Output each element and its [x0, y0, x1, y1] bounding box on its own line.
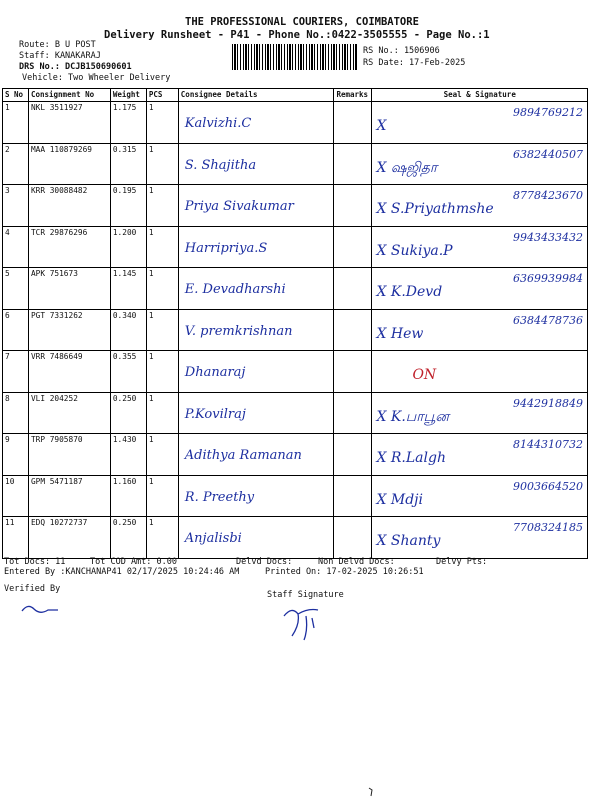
route-label: Route: B U POST — [19, 40, 96, 50]
col-consignment: Consignment No — [28, 89, 110, 102]
delvy-pts: Delvy Pts: — [436, 557, 488, 567]
cell-remarks — [334, 351, 372, 393]
cell-consignee — [178, 102, 334, 144]
col-sno: S No — [3, 89, 29, 102]
col-remarks: Remarks — [334, 89, 372, 102]
tot-cod: Tot COD Amt: 0.00 — [90, 557, 177, 567]
signature-handwriting: X R.Lalgh — [376, 450, 446, 466]
cell-consignee — [178, 143, 334, 185]
consignee-handwriting: Anjalisbi — [184, 531, 242, 546]
signature-handwriting: X S.Priyathmshe — [376, 201, 494, 217]
cell-remarks — [334, 226, 372, 268]
consignee-handwriting: V. premkrishnan — [184, 323, 293, 339]
cell-weight: 0.355 — [110, 351, 146, 393]
verified-signature — [20, 600, 60, 619]
staff-label: Staff: KANAKARAJ — [19, 51, 101, 61]
cell-remarks — [334, 143, 372, 185]
table-row — [3, 392, 588, 434]
cell-pcs: 1 — [146, 475, 178, 517]
printed-on: Printed On: 17-02-2025 10:26:51 — [265, 567, 424, 577]
phone-handwriting: 9003664520 — [513, 479, 583, 493]
table-row — [3, 102, 588, 144]
cell-weight: 0.250 — [110, 517, 146, 559]
cell-consignment-no: MAA 110879269 — [28, 143, 110, 185]
cell-pcs: 1 — [146, 351, 178, 393]
signature-handwriting: X K.பாபூன — [376, 408, 449, 425]
phone-handwriting: 8144310732 — [513, 438, 583, 451]
cell-weight: 1.430 — [110, 434, 146, 476]
runsheet-table — [2, 88, 588, 559]
col-pcs: PCS — [146, 89, 178, 102]
consignee-handwriting: E. Devadharshi — [184, 282, 286, 297]
table-row — [3, 268, 588, 310]
entered-by: Entered By :KANCHANAP41 02/17/2025 10:24:46 AM — [4, 567, 240, 577]
signature-handwriting: X K.Devd — [376, 284, 443, 300]
staff-signature — [278, 602, 328, 648]
consignee-handwriting: Dhanaraj — [184, 365, 246, 380]
cell-consignee — [178, 268, 334, 310]
cell-consignment-no: APK 751673 — [28, 268, 110, 310]
cell-consignee — [178, 226, 334, 268]
cell-pcs: 1 — [146, 143, 178, 185]
signature-handwriting: ON — [412, 367, 437, 383]
cell-remarks — [334, 268, 372, 310]
cell-remarks — [334, 475, 372, 517]
cell-pcs: 1 — [146, 185, 178, 227]
cell-sno: 10 — [3, 475, 29, 517]
consignee-handwriting: P.Kovilraj — [184, 406, 246, 422]
cell-signature — [372, 268, 588, 310]
cell-weight: 0.195 — [110, 185, 146, 227]
cell-sno: 7 — [3, 351, 29, 393]
cell-consignment-no: NKL 3511927 — [28, 102, 110, 144]
consignee-handwriting: Kalvizhi.C — [184, 116, 252, 131]
phone-handwriting: 7708324185 — [513, 521, 583, 534]
signature-handwriting: X — [376, 118, 387, 134]
phone-handwriting: 6369939984 — [513, 272, 583, 285]
cell-pcs: 1 — [146, 226, 178, 268]
non-delvd-docs: Non Delvd Docs: — [318, 557, 395, 567]
cell-weight: 1.200 — [110, 226, 146, 268]
cell-pcs: 1 — [146, 309, 178, 351]
cell-sno: 9 — [3, 434, 29, 476]
cell-remarks — [334, 102, 372, 144]
table-row — [3, 226, 588, 268]
cell-consignee — [178, 434, 334, 476]
phone-handwriting: 6382440507 — [513, 147, 583, 161]
barcode — [232, 44, 357, 70]
cell-weight: 0.250 — [110, 392, 146, 434]
cell-signature — [372, 392, 588, 434]
cell-weight: 1.160 — [110, 475, 146, 517]
cell-signature — [372, 226, 588, 268]
cell-consignee — [178, 392, 334, 434]
cell-remarks — [334, 309, 372, 351]
signature-handwriting: X Hew — [376, 325, 424, 342]
cell-pcs: 1 — [146, 268, 178, 310]
cell-signature — [372, 434, 588, 476]
rs-no-label: RS No.: 1506906 — [363, 46, 440, 56]
cell-consignee — [178, 475, 334, 517]
cell-consignee — [178, 517, 334, 559]
table-header-row — [3, 89, 588, 102]
cell-pcs: 1 — [146, 392, 178, 434]
company-title: THE PROFESSIONAL COURIERS, COIMBATORE — [185, 16, 419, 28]
cell-remarks — [334, 185, 372, 227]
runsheet-title: Delivery Runsheet - P41 - Phone No.:0422-3505555 - Page No.:1 — [104, 29, 490, 41]
phone-handwriting: 9943433432 — [513, 230, 583, 244]
col-consignee: Consignee Details — [178, 89, 334, 102]
phone-handwriting: 9894769212 — [513, 106, 583, 119]
cell-sno: 1 — [3, 102, 29, 144]
cell-consignment-no: TRP 7905870 — [28, 434, 110, 476]
delvd-docs: Delvd Docs: — [236, 557, 293, 567]
table-row — [3, 351, 588, 393]
cell-weight: 1.175 — [110, 102, 146, 144]
cell-sno: 6 — [3, 309, 29, 351]
cell-consignment-no: TCR 29876296 — [28, 226, 110, 268]
mark — [368, 782, 374, 801]
staff-signature-label: Staff Signature — [267, 590, 344, 600]
tot-docs: Tot Docs: 11 — [4, 557, 66, 567]
phone-handwriting: 6384478736 — [513, 313, 583, 327]
cell-sno: 11 — [3, 517, 29, 559]
cell-consignment-no: EDQ 10272737 — [28, 517, 110, 559]
cell-signature — [372, 102, 588, 144]
cell-signature — [372, 517, 588, 559]
cell-consignment-no: VLI 204252 — [28, 392, 110, 434]
phone-handwriting: 8778423670 — [513, 189, 583, 202]
cell-consignment-no: VRR 7486649 — [28, 351, 110, 393]
cell-consignee — [178, 351, 334, 393]
consignee-handwriting: Adithya Ramanan — [184, 448, 302, 463]
cell-sno: 3 — [3, 185, 29, 227]
table-row — [3, 517, 588, 559]
vehicle-label: Vehicle: Two Wheeler Delivery — [22, 73, 171, 83]
cell-consignee — [178, 309, 334, 351]
cell-consignment-no: KRR 30088482 — [28, 185, 110, 227]
cell-consignment-no: GPM 5471187 — [28, 475, 110, 517]
cell-sno: 5 — [3, 268, 29, 310]
cell-remarks — [334, 517, 372, 559]
cell-consignment-no: PGT 7331262 — [28, 309, 110, 351]
cell-weight: 1.145 — [110, 268, 146, 310]
cell-signature — [372, 143, 588, 185]
table-row — [3, 185, 588, 227]
table-row — [3, 475, 588, 517]
cell-signature — [372, 351, 588, 393]
cell-consignee — [178, 185, 334, 227]
cell-pcs: 1 — [146, 102, 178, 144]
cell-remarks — [334, 392, 372, 434]
cell-signature — [372, 475, 588, 517]
cell-sno: 4 — [3, 226, 29, 268]
cell-remarks — [334, 434, 372, 476]
cell-pcs: 1 — [146, 434, 178, 476]
table-row — [3, 309, 588, 351]
col-signature: Seal & Signature — [372, 89, 588, 102]
consignee-handwriting: Priya Sivakumar — [184, 199, 294, 214]
cell-signature — [372, 185, 588, 227]
consignee-handwriting: S. Shajitha — [184, 157, 257, 173]
consignee-handwriting: Harripriya.S — [184, 240, 268, 256]
signature-handwriting: X ஷஜிதா — [376, 159, 438, 176]
drs-label: DRS No.: DCJB150690601 — [19, 62, 132, 72]
cell-pcs: 1 — [146, 517, 178, 559]
cell-sno: 8 — [3, 392, 29, 434]
consignee-handwriting: R. Preethy — [184, 489, 255, 505]
phone-handwriting: 9442918849 — [513, 396, 583, 410]
signature-handwriting: X Shanty — [376, 533, 441, 549]
cell-weight: 0.315 — [110, 143, 146, 185]
cell-signature — [372, 309, 588, 351]
cell-sno: 2 — [3, 143, 29, 185]
table-row — [3, 434, 588, 476]
cell-weight: 0.340 — [110, 309, 146, 351]
rs-date-label: RS Date: 17-Feb-2025 — [363, 58, 466, 68]
signature-handwriting: X Sukiya.P — [376, 242, 453, 259]
col-weight: Weight — [110, 89, 146, 102]
table-row — [3, 143, 588, 185]
signature-handwriting: X Mdji — [376, 491, 423, 508]
verified-by-label: Verified By — [4, 584, 61, 594]
